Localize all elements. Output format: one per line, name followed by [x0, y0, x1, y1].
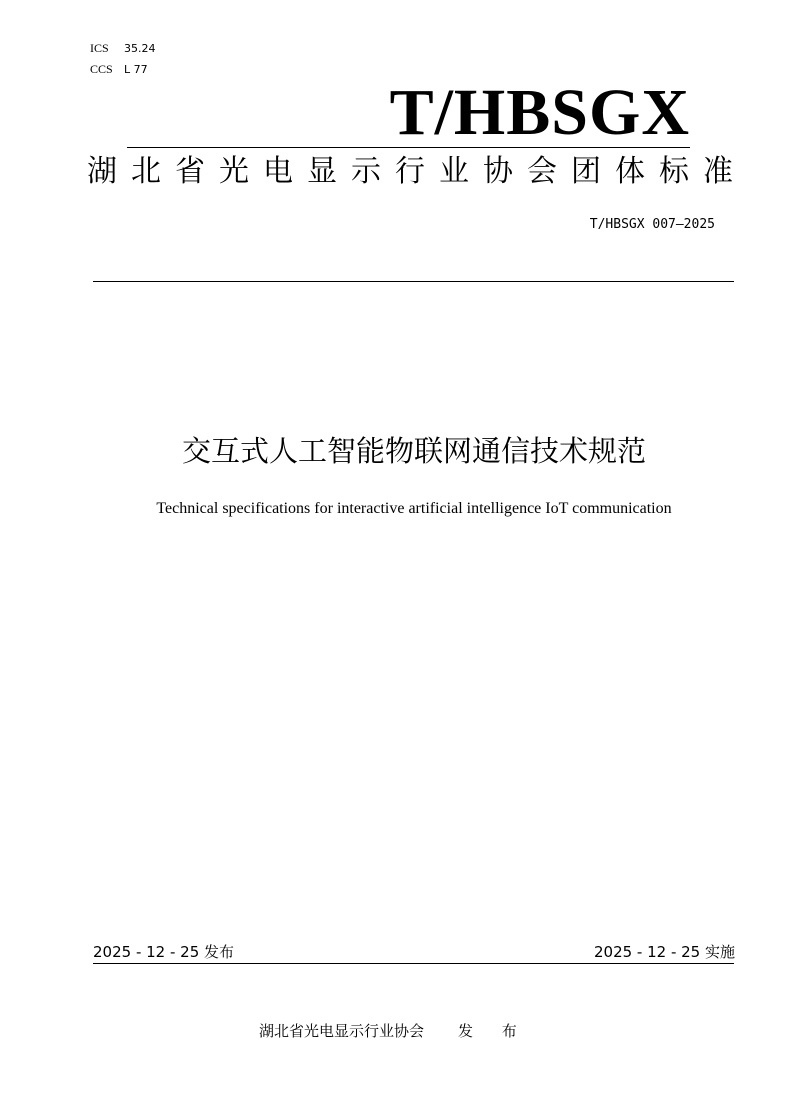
- classification-block: [90, 38, 156, 80]
- header-divider: [93, 281, 734, 282]
- top-rule: [127, 147, 690, 148]
- publisher-name: 湖北省光电显示行业协会: [259, 1022, 425, 1040]
- org-title: 湖北省光电显示行业协会团体标准: [87, 154, 747, 189]
- ccs-value: L 77: [124, 63, 148, 76]
- ics-line: [90, 38, 156, 59]
- standard-number: T/HBSGX 007—2025: [589, 217, 715, 232]
- ics-label: ICS: [90, 41, 109, 55]
- document-title-english: Technical specifications for interactive artificial intelligence IoT communication: [156, 500, 672, 517]
- publisher-line: [259, 1021, 529, 1041]
- ccs-label: CCS: [90, 62, 113, 76]
- ccs-line: [90, 59, 156, 80]
- ics-value: 35.24: [124, 42, 156, 55]
- org-code: T/HBSGX: [389, 76, 690, 149]
- document-title-chinese: 交互式人工智能物联网通信技术规范: [181, 434, 646, 468]
- issue-date: 2025 - 12 - 25 发布: [93, 943, 235, 961]
- date-divider: [93, 963, 734, 964]
- publish-verb: 发 布: [458, 1022, 529, 1040]
- implementation-date: 2025 - 12 - 25 实施: [593, 943, 735, 961]
